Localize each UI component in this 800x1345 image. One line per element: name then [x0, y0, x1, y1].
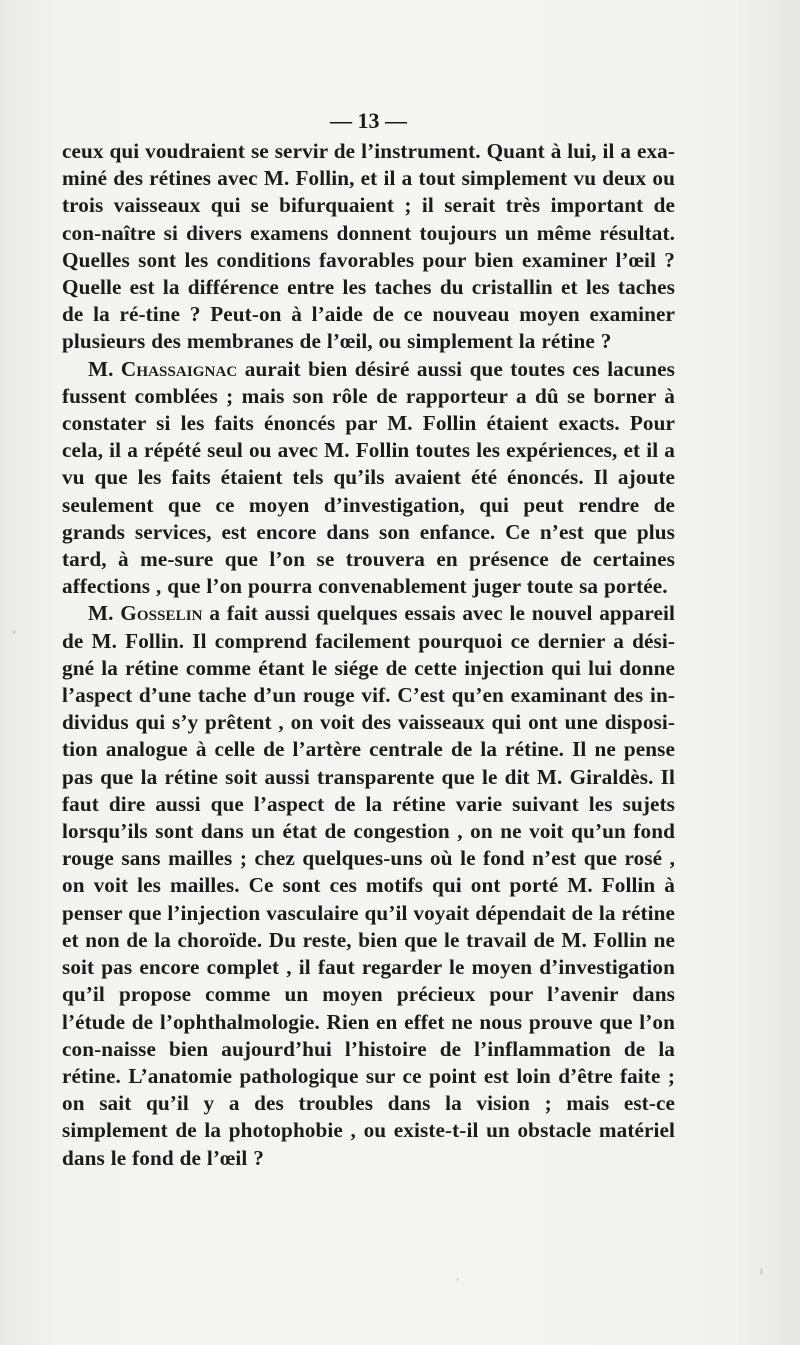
document-page [62, 108, 675, 1172]
paragraph-2-text: aurait bien désiré aussi que toutes ces lacunes fussent comblées ; mais son rôle de rapporteur a dû se borner à constater si les faits énoncés par M. Follin étaient exacts. Pour cela, il a répété seul ou avec M. Follin toutes les expériences, et il a vu que les faits étaient tels qu’ils avaient été énoncés. Il ajoute seulement que ce moyen d’investigation, qui peut rendre de grands services, est encore dans son enfance. Ce n’est que plus tard, à me-sure que l’on se trouvera en présence de certaines affections , que l’on pourra convenablement juger toute sa portée. [62, 356, 675, 599]
page-number: — 13 — [330, 108, 407, 133]
paper-speck [456, 1278, 459, 1281]
paragraph-3-text: a fait aussi quelques essais avec le nouvel appareil de M. Follin. Il comprend facilement pourquoi ce dernier a dési-gné la rétine comme étant le siége de cette injection qui lui donne l’aspect d’une tache d’un rouge vif. C’est qu’en examinant des in-dividus qui s’y prêtent , on voit des vaisseaux qui ont une disposi-tion analogue à celle de l’artère centrale de la rétine. Il ne pense pas que la rétine soit aussi transparente que le dit M. Giraldès. Il faut dire aussi que l’aspect de la rétine varie suivant les sujets lorsqu’ils sont dans un état de congestion , on ne voit qu’un fond rouge sans mailles ; chez quelques-uns où le fond n’est que rosé , on voit les mailles. Ce sont ces motifs qui ont porté M. Follin à penser que l’injection vasculaire qu’il voyait dépendait de la rétine et non de la choroïde. Du reste, bien que le travail de M. Follin ne soit pas encore complet , il faut regarder le moyen d’investigation qu’il propose comme un moyen précieux pour l’avenir dans l’étude de l’ophthalmologie. Rien en effet ne nous prouve que l’on con-naisse bien aujourd’hui l’histoire de l’inflammation de la rétine. L’anatomie pathologique sur ce point est loin d’être faite ; on sait qu’il y a des troubles dans la vision ; mais est-ce simplement de la photophobie , ou existe-t-il un obstacle matériel dans le fond de l’œil ? [62, 601, 675, 1170]
paragraph-3 [62, 600, 675, 1171]
paragraph-1: ceux qui voudraient se servir de l’instrument. Quant à lui, il a exa-miné des rétines avec M. Follin, et il a tout simplement vu deux ou trois vaisseaux qui se bifurquaient ; il serait très important de con-naître si divers examens donnent toujours un même résultat. Quelles sont les conditions favorables pour bien examiner l’œil ? Quelle est la différence entre les taches du cristallin et les taches de la ré-tine ? Peut-on à l’aide de ce nouveau moyen examiner plusieurs des membranes de l’œil, ou simplement la rétine ? [62, 139, 675, 354]
speaker-name: Gosselin [120, 601, 203, 626]
speaker-prefix: M. [88, 601, 121, 626]
speaker-name: Chassaignac [120, 356, 238, 381]
paper-speck [760, 1268, 763, 1275]
speaker-prefix: M. [88, 356, 121, 381]
paragraph-2 [62, 356, 675, 601]
paper-speck [12, 630, 16, 634]
